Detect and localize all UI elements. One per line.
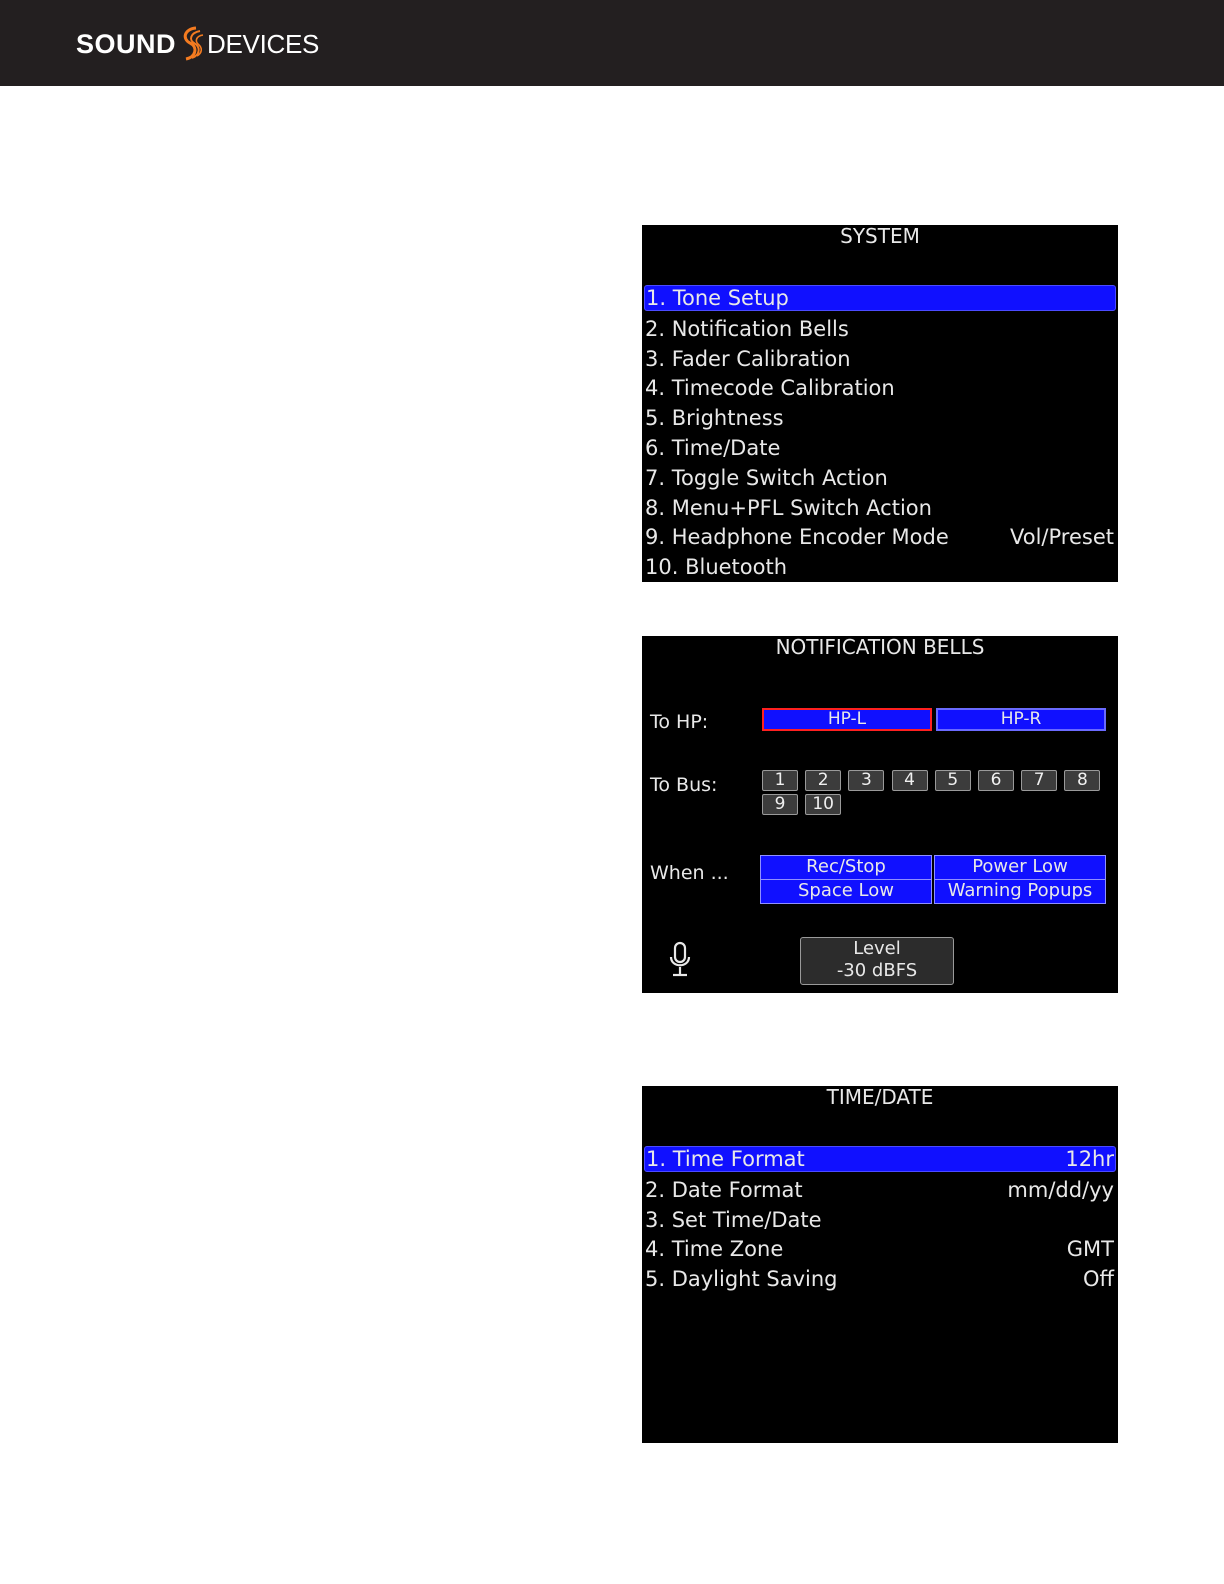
level-label: Level — [853, 938, 901, 959]
power-low-button[interactable]: Power Low — [934, 855, 1106, 880]
sound-devices-logo — [76, 24, 319, 64]
menu-item-value: Off — [1083, 1267, 1114, 1292]
bus-button-10[interactable]: 10 — [805, 794, 841, 815]
to-hp-label: To HP: — [650, 711, 709, 733]
logo-devices-text: DEVICES — [207, 28, 320, 59]
menu-item-value: mm/dd/yy — [1007, 1177, 1114, 1202]
hp-right-button[interactable]: HP-R — [936, 708, 1106, 731]
menu-item-bluetooth[interactable] — [642, 553, 1118, 583]
level-value: -30 dBFS — [836, 960, 918, 981]
time-date-screen — [642, 1086, 1118, 1443]
menu-item-label: 4. Timecode Calibration — [645, 376, 895, 401]
menu-item-label: 8. Menu+PFL Switch Action — [645, 495, 932, 520]
bus-button-1[interactable]: 1 — [762, 770, 798, 791]
menu-item-fader-calibration[interactable] — [642, 345, 1118, 375]
menu-item-set-time-date[interactable] — [642, 1206, 1118, 1236]
bus-button-4[interactable]: 4 — [892, 770, 928, 791]
menu-item-daylight-saving[interactable] — [642, 1265, 1118, 1295]
bus-button-9[interactable]: 9 — [762, 794, 798, 815]
menu-item-menu-pfl-switch-action[interactable] — [642, 494, 1118, 524]
system-menu-list — [642, 285, 1118, 583]
when-button-grid — [760, 855, 1106, 905]
bus-button-3[interactable]: 3 — [848, 770, 884, 791]
bus-button-2[interactable]: 2 — [805, 770, 841, 791]
menu-item-label: 6. Time/Date — [645, 435, 781, 460]
menu-item-label: 10. Bluetooth — [645, 555, 788, 580]
menu-item-notification-bells[interactable] — [642, 315, 1118, 345]
menu-item-tone-setup[interactable] — [644, 285, 1116, 311]
menu-item-time-format[interactable] — [644, 1146, 1116, 1172]
menu-item-label: 4. Time Zone — [645, 1237, 784, 1262]
bus-button-6[interactable]: 6 — [978, 770, 1014, 791]
screen-title: SYSTEM — [840, 224, 920, 248]
bus-button-5[interactable]: 5 — [935, 770, 971, 791]
screen-title: NOTIFICATION BELLS — [775, 635, 985, 659]
menu-item-label: 7. Toggle Switch Action — [645, 465, 888, 490]
menu-item-value: GMT — [1066, 1237, 1114, 1262]
logo-sound-text: SOUND — [76, 28, 177, 59]
logo-swirl-icon — [178, 25, 206, 63]
system-menu-screen — [642, 225, 1118, 582]
menu-item-label: 2. Date Format — [645, 1177, 803, 1202]
menu-item-label: 1. Tone Setup — [646, 286, 789, 310]
menu-item-label: 9. Headphone Encoder Mode — [645, 525, 949, 550]
page-header — [0, 0, 1224, 86]
menu-item-headphone-encoder-mode[interactable] — [642, 523, 1118, 553]
menu-item-label: 1. Time Format — [646, 1147, 805, 1171]
menu-item-brightness[interactable] — [642, 404, 1118, 434]
menu-item-label: 3. Set Time/Date — [645, 1207, 822, 1232]
notification-bells-screen — [642, 636, 1118, 993]
menu-item-value: 12hr — [1065, 1147, 1114, 1171]
menu-item-time-date[interactable] — [642, 434, 1118, 464]
microphone-icon[interactable] — [666, 941, 694, 979]
menu-item-label: 5. Brightness — [645, 406, 784, 431]
to-bus-label: To Bus: — [650, 774, 718, 796]
menu-item-toggle-switch-action[interactable] — [642, 464, 1118, 494]
menu-item-timecode-calibration[interactable] — [642, 374, 1118, 404]
when-label: When ... — [650, 862, 729, 884]
menu-item-label: 3. Fader Calibration — [645, 346, 851, 371]
bus-button-7[interactable]: 7 — [1021, 770, 1057, 791]
menu-item-value: Vol/Preset — [1010, 525, 1114, 550]
screen-title: TIME/DATE — [826, 1085, 934, 1109]
level-button[interactable] — [800, 937, 954, 985]
menu-item-label: 5. Daylight Saving — [645, 1267, 838, 1292]
rec-stop-button[interactable]: Rec/Stop — [760, 855, 932, 880]
menu-item-label: 2. Notification Bells — [645, 316, 849, 341]
hp-left-button[interactable]: HP-L — [762, 708, 932, 731]
warning-popups-button[interactable]: Warning Popups — [934, 879, 1106, 904]
space-low-button[interactable]: Space Low — [760, 879, 932, 904]
bus-button-8[interactable]: 8 — [1064, 770, 1100, 791]
menu-item-time-zone[interactable] — [642, 1235, 1118, 1265]
menu-item-date-format[interactable] — [642, 1176, 1118, 1206]
time-date-menu-list — [642, 1146, 1118, 1295]
